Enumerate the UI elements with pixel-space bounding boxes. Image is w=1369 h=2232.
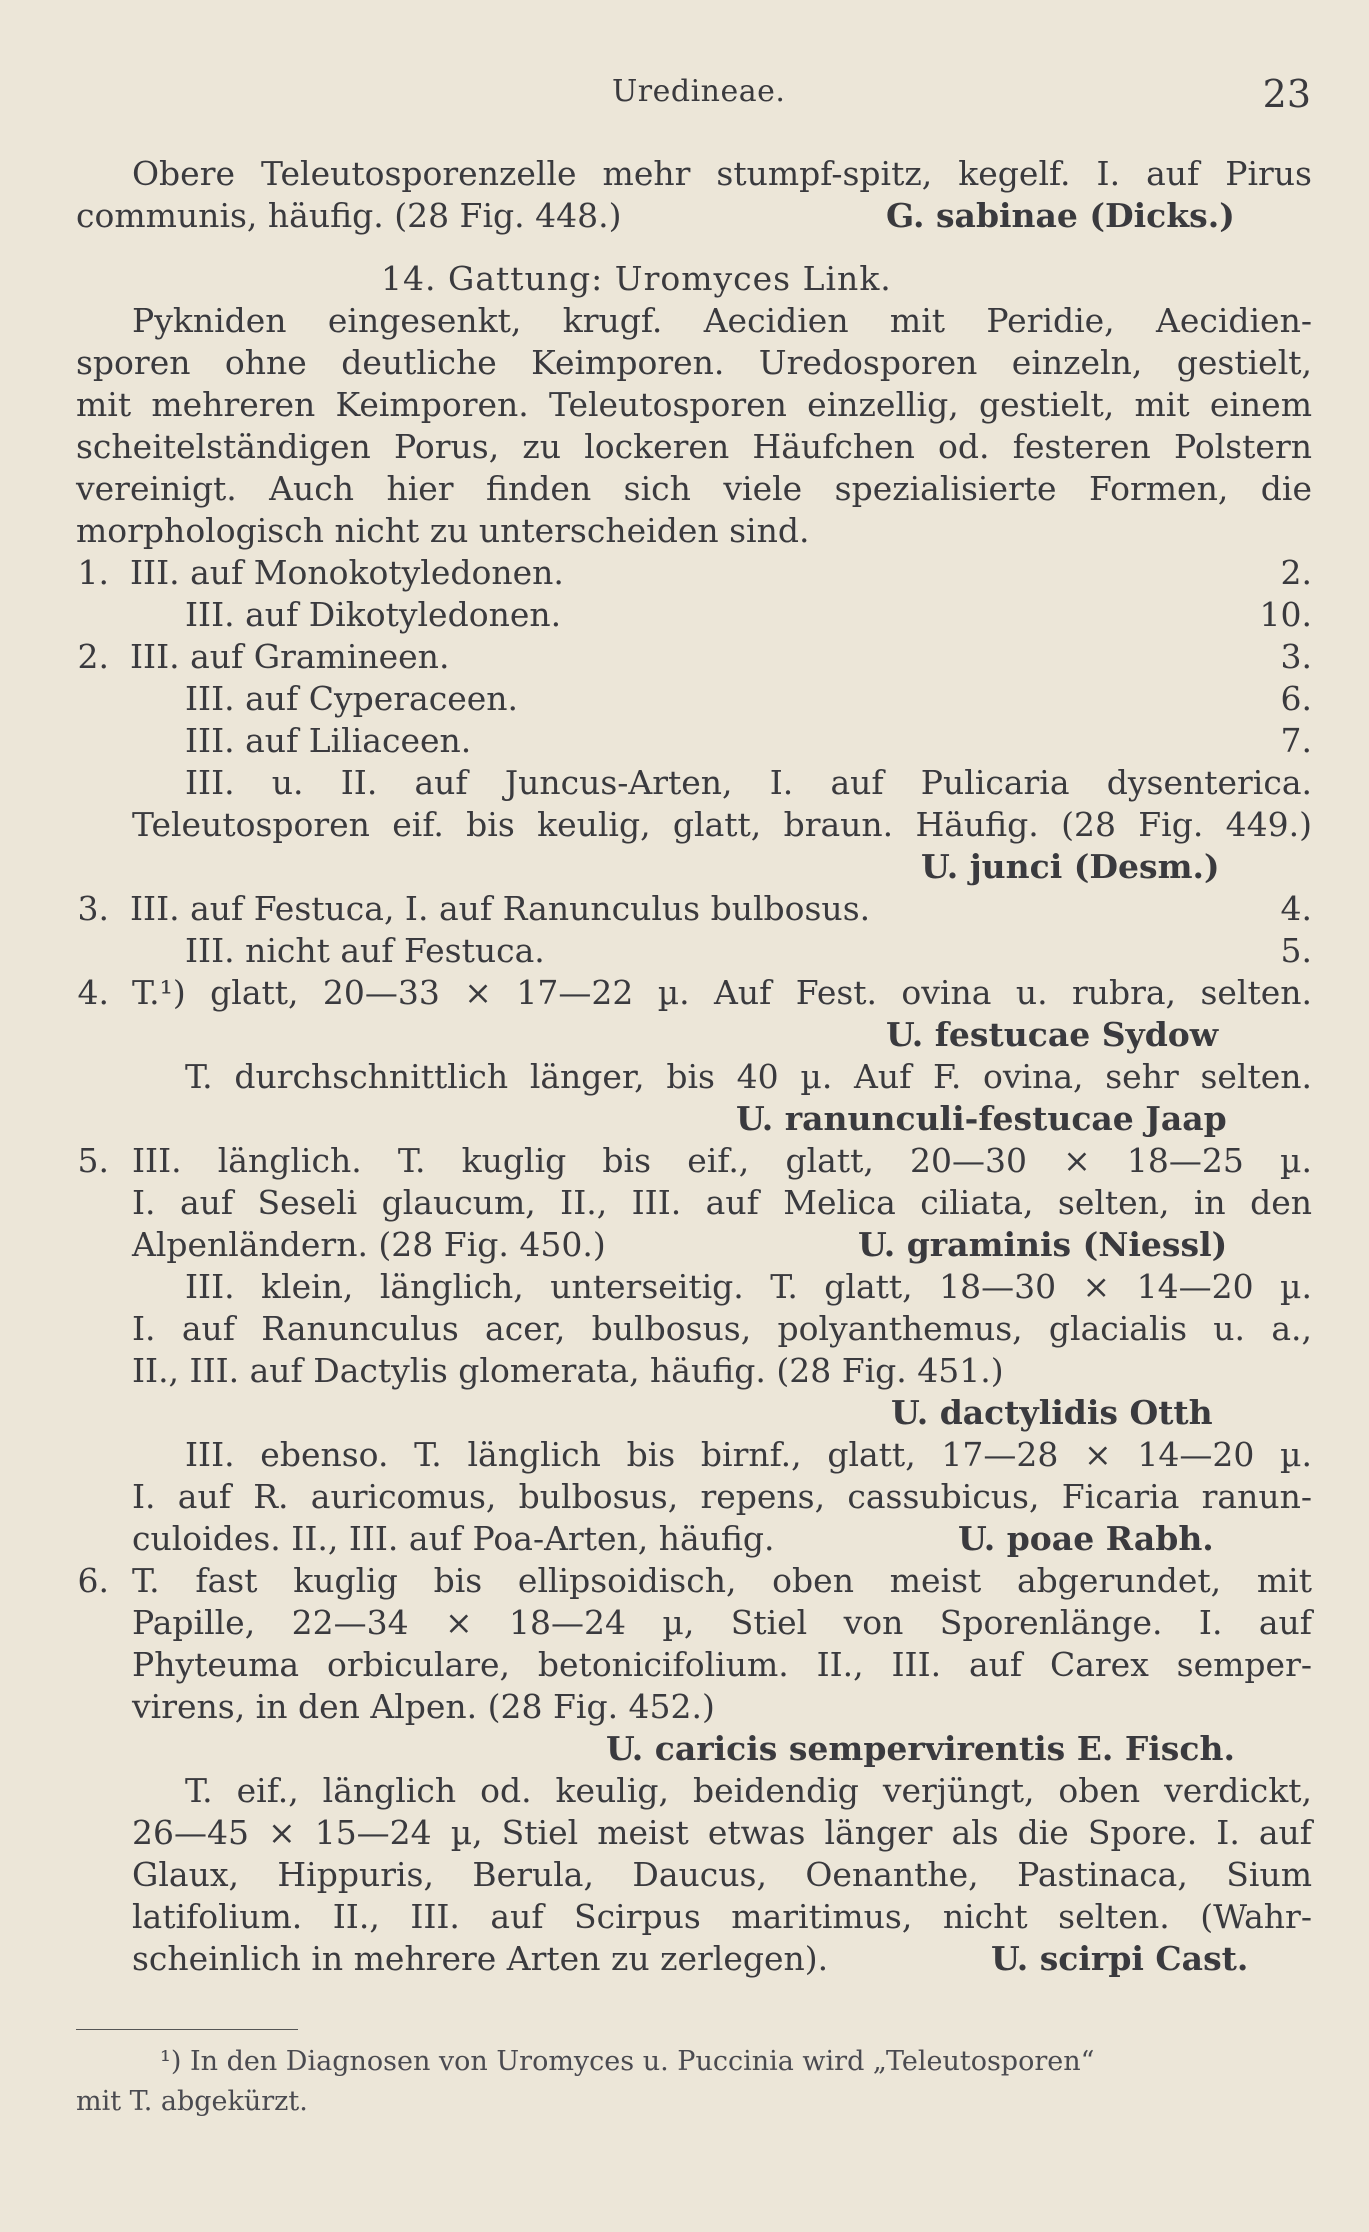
text-line: T. eif., länglich od. keulig, beidendig verjüngt, oben verdickt,	[185, 1771, 1312, 1810]
key-ref: 10.	[1259, 595, 1312, 634]
key-ref: 3.	[1280, 637, 1312, 676]
text-line: II., III. auf Dactylis glomerata, häufig. (28 Fig. 451.)	[132, 1351, 1004, 1390]
footnote-line: mit T. abgekürzt.	[76, 2086, 308, 2117]
heading-text: 14. Gattung: Uromyces Link.	[381, 259, 892, 298]
species-name: U. junci (Desm.)	[921, 847, 1220, 886]
key-ref: 5.	[1280, 931, 1312, 970]
key-text: III. nicht auf Festuca.	[185, 931, 545, 970]
species-line	[76, 1014, 1312, 1056]
text-line: 26—45 × 15—24 µ, Stiel meist etwas länger als die Spore. I. auf	[132, 1813, 1312, 1852]
text-line: III. ebenso. T. länglich bis birnf., glatt, 17—28 × 14—20 µ.	[185, 1435, 1312, 1474]
footnote-rule	[76, 2029, 298, 2030]
text-line	[76, 1224, 1312, 1266]
text-line: sporen ohne deutliche Keimporen. Uredosporen einzeln, gestielt,	[76, 343, 1312, 382]
key-number: 4.	[77, 973, 109, 1012]
key-line	[76, 1560, 1312, 1602]
species-name: U. festucae Sydow	[886, 1015, 1219, 1054]
key-line	[76, 720, 1312, 762]
key-line	[76, 972, 1312, 1014]
text-line: III. klein, länglich, unterseitig. T. glatt, 18—30 × 14—20 µ.	[185, 1267, 1312, 1306]
species-line	[76, 846, 1312, 888]
key-text: III. auf Gramineen.	[130, 637, 450, 676]
key-ref: 4.	[1280, 889, 1312, 928]
text-line: I. auf Seseli glaucum, II., III. auf Melica ciliata, selten, in den	[132, 1183, 1312, 1222]
text-line: Obere Teleutosporenzelle mehr stumpf-spitz, kegelf. I. auf Pirus	[132, 154, 1312, 193]
text-span: scheinlich in mehrere Arten zu zerlegen).	[132, 1939, 829, 1978]
key-number: 6.	[77, 1561, 109, 1600]
species-name: G. sabinae (Dicks.)	[886, 196, 1235, 235]
text-line: Papille, 22—34 × 18—24 µ, Stiel von Sporenlänge. I. auf	[132, 1603, 1312, 1642]
text-line: mit mehreren Keimporen. Teleutosporen einzellig, gestielt, mit einem	[76, 385, 1312, 424]
page-number: 23	[1262, 72, 1311, 116]
text-line: morphologisch nicht zu unterscheiden sind.	[76, 511, 810, 550]
running-header	[0, 74, 1369, 124]
text-line	[76, 1938, 1312, 1980]
key-number: 1.	[77, 553, 109, 592]
text-line	[76, 195, 1312, 237]
species-name: U. graminis (Niessl)	[858, 1225, 1228, 1264]
key-ref: 6.	[1280, 679, 1312, 718]
running-title: Uredineae.	[612, 74, 786, 109]
key-number: 2.	[77, 637, 109, 676]
key-number: 5.	[77, 1141, 109, 1180]
species-name: U. poae Rabh.	[958, 1519, 1214, 1558]
text-line: latifolium. II., III. auf Scirpus maritimus, nicht selten. (Wahr-	[132, 1897, 1312, 1936]
key-text: T.¹) glatt, 20—33 × 17—22 µ. Auf Fest. ovina u. rubra, selten.	[132, 973, 1312, 1012]
species-line	[76, 1392, 1312, 1434]
text-line: I. auf Ranunculus acer, bulbosus, polyanthemus, glacialis u. a.,	[132, 1309, 1312, 1348]
species-line	[76, 1098, 1312, 1140]
key-line	[76, 636, 1312, 678]
key-line	[76, 678, 1312, 720]
key-number: 3.	[77, 889, 109, 928]
species-name: U. ranunculi-festucae Jaap	[736, 1099, 1227, 1138]
key-line	[76, 552, 1312, 594]
text-line	[76, 1518, 1312, 1560]
species-name: U. scirpi Cast.	[991, 1939, 1249, 1978]
text-span: Alpenländern. (28 Fig. 450.)	[132, 1225, 606, 1264]
text-line: Glaux, Hippuris, Berula, Daucus, Oenanthe, Pastinaca, Sium	[132, 1855, 1312, 1894]
text-span: culoides. II., III. auf Poa-Arten, häufig.	[132, 1519, 775, 1558]
species-name: U. caricis sempervirentis E. Fisch.	[606, 1729, 1235, 1768]
text-line: Phyteuma orbiculare, betonicifolium. II., III. auf Carex semper-	[132, 1645, 1312, 1684]
species-name: U. dactylidis Otth	[891, 1393, 1213, 1432]
text-span: communis, häufig. (28 Fig. 448.)	[76, 196, 622, 235]
text-line: T. durchschnittlich länger, bis 40 µ. Auf F. ovina, sehr selten.	[185, 1057, 1312, 1096]
key-line	[76, 888, 1312, 930]
text-line: I. auf R. auricomus, bulbosus, repens, cassubicus, Ficaria ranun-	[132, 1477, 1312, 1516]
key-text: III. länglich. T. kuglig bis eif., glatt, 20—30 × 18—25 µ.	[132, 1141, 1312, 1180]
key-text: III. auf Dikotyledonen.	[185, 595, 562, 634]
text-line: III. u. II. auf Juncus-Arten, I. auf Pulicaria dysenterica.	[185, 763, 1312, 802]
key-text: III. auf Monokotyledonen.	[130, 553, 564, 592]
body-text	[76, 153, 1312, 1980]
text-line: scheitelständigen Porus, zu lockeren Häufchen od. festeren Polstern	[76, 427, 1312, 466]
key-line	[76, 930, 1312, 972]
species-line	[76, 1728, 1312, 1770]
key-text: T. fast kuglig bis ellipsoidisch, oben meist abgerundet, mit	[132, 1561, 1312, 1600]
text-line: virens, in den Alpen. (28 Fig. 452.)	[132, 1687, 715, 1726]
key-ref: 7.	[1280, 721, 1312, 760]
key-line	[76, 1140, 1312, 1182]
text-line: vereinigt. Auch hier finden sich viele spezialisierte Formen, die	[76, 469, 1312, 508]
footnote	[76, 2042, 1312, 2122]
key-line	[76, 594, 1312, 636]
text-line: Teleutosporen eif. bis keulig, glatt, braun. Häufig. (28 Fig. 449.)	[132, 805, 1312, 844]
footnote-line: ¹) In den Diagnosen von Uromyces u. Puccinia wird „Teleutosporen“	[160, 2046, 1095, 2077]
key-text: III. auf Festuca, I. auf Ranunculus bulbosus.	[130, 889, 871, 928]
key-text: III. auf Liliaceen.	[185, 721, 472, 760]
key-text: III. auf Cyperaceen.	[185, 679, 518, 718]
genus-heading	[76, 258, 1312, 300]
text-line: Pykniden eingesenkt, krugf. Aecidien mit Peridie, Aecidien-	[132, 301, 1312, 340]
key-ref: 2.	[1280, 553, 1312, 592]
